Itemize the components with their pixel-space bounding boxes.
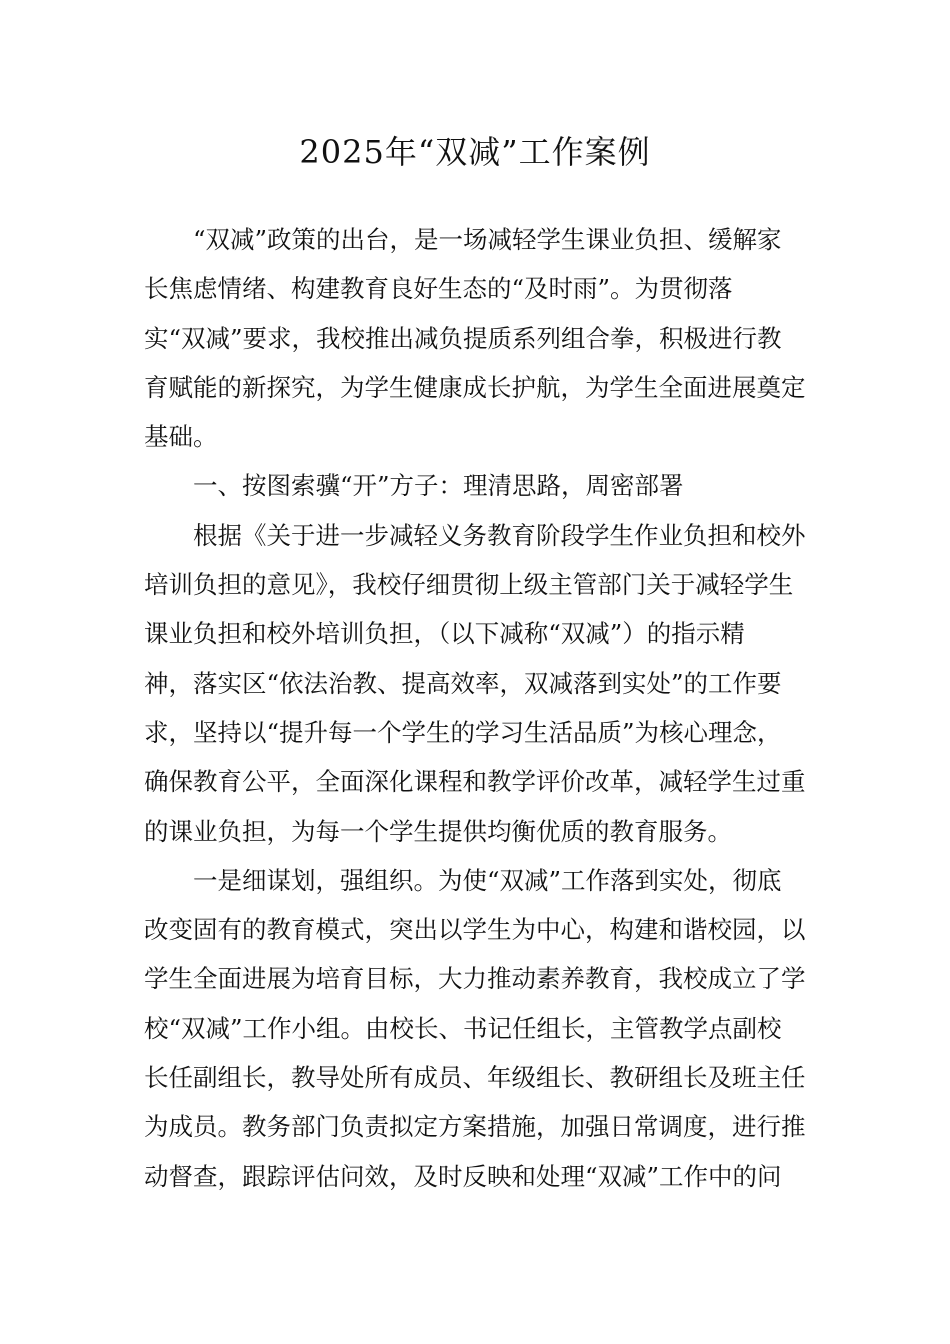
text-line: 课业负担和校外培训负担，（以下减称“双减”）的指示精 — [144, 619, 745, 649]
text-line: 根据《关于进一步减轻义务教育阶段学生作业负担和校外 — [193, 520, 806, 550]
text-line: 培训负担的意见》，我校仔细贯彻上级主管部门关于减轻学生 — [144, 570, 794, 600]
text-line: 长任副组长，教导处所有成员、年级组长、教研组长及班主任 — [144, 1063, 806, 1093]
text-line: 学生全面进展为培育目标，大力推动素养教育，我校成立了学 — [144, 964, 806, 994]
text-line: 动督查，跟踪评估问效，及时反映和处理“双减”工作中的问 — [144, 1161, 782, 1191]
text-line: 一是细谋划，强组织。为使“双减”工作落到实处，彻底 — [193, 865, 782, 895]
text-line: 育赋能的新探究，为学生健康成长护航，为学生全面进展奠定 — [144, 372, 806, 402]
text-line: 神，落实区“依法治教、提高效率，双减落到实处”的工作要 — [144, 668, 782, 698]
text-line: 的课业负担，为每一个学生提供均衡优质的教育服务。 — [144, 816, 732, 846]
text-line: 基础。 — [144, 422, 218, 452]
text-line: 长焦虑情绪、构建教育良好生态的“及时雨”。为贯彻落 — [144, 274, 733, 304]
text-line: 为成员。教务部门负责拟定方案措施，加强日常调度，进行推 — [144, 1112, 806, 1142]
text-line: 改变固有的教育模式，突出以学生为中心，构建和谐校园，以 — [144, 915, 806, 945]
text-line: 确保教育公平，全面深化课程和教学评价改革，减轻学生过重 — [144, 767, 806, 797]
text-line: 求，坚持以“提升每一个学生的学习生活品质”为核心理念， — [144, 717, 782, 747]
text-line: 实“双减”要求，我校推出减负提质系列组合拳，积极进行教 — [144, 323, 782, 353]
section-heading — [144, 461, 824, 510]
document-body — [144, 215, 824, 1201]
text-line: 一、按图索骥“开”方子：理清思路，周密部署 — [193, 471, 684, 501]
document-title: 2025年“双减”工作案例 — [299, 133, 651, 171]
text-line: 校“双减”工作小组。由校长、书记任组长，主管教学点副校 — [144, 1013, 782, 1043]
paragraph-background — [144, 511, 824, 856]
text-line: “双减”政策的出台，是一场减轻学生课业负担、缓解家 — [193, 225, 782, 254]
paragraph-intro — [144, 215, 824, 461]
paragraph-organization — [144, 856, 824, 1201]
